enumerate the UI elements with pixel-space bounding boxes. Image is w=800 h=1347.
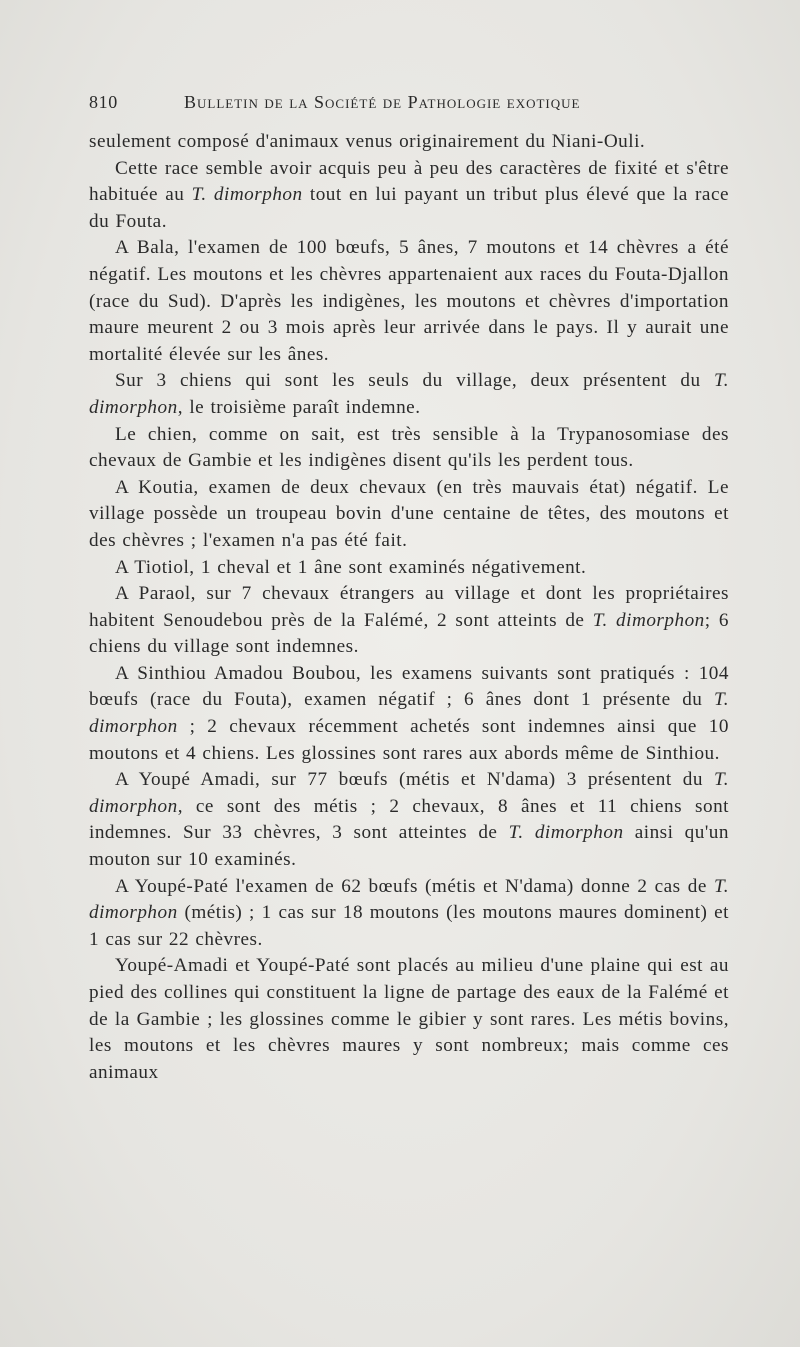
text-run: ; 2 chevaux récemment achetés sont indemnes ainsi que 10 moutons et 4 chiens. Les glossines sont rares aux abords même de Sinthiou.	[89, 716, 729, 764]
paragraph	[89, 422, 729, 475]
paragraph	[89, 767, 729, 873]
text-run: Le chien, comme on sait, est très sensible à la Trypanosomiase des chevaux de Gambie et les indigènes disent qu'ils les perdent tous.	[89, 423, 729, 472]
body-text	[89, 129, 729, 1086]
text-run: Cette race semble avoir acquis peu à peu des caractères de fixité et s'être habituée au	[89, 157, 729, 206]
text-run: ; 6 chiens du village sont indemnes.	[89, 609, 729, 658]
text-run: seulement composé d'animaux venus originairement du Niani-Ouli.	[89, 131, 646, 152]
paragraph	[89, 581, 729, 661]
paragraph	[89, 953, 729, 1086]
text-run: A Youpé-Paté l'examen de 62 bœufs (métis et N'dama) donne 2 cas de	[115, 875, 714, 897]
italic-term: T. dimorphon	[592, 609, 705, 631]
paragraph	[89, 235, 729, 368]
text-run: , ce sont des métis ; 2 chevaux, 8 ânes et 11 chiens sont indemnes. Sur 33 chèvres, 3 sont atteintes de	[89, 795, 729, 844]
italic-term: T. dimorphon	[508, 822, 624, 844]
running-title: Bulletin de la Société de Pathologie exotique	[184, 92, 581, 112]
text-run: , le troisième paraît indemne.	[177, 396, 421, 418]
text-run: A Tiotiol, 1 cheval et 1 âne sont examinés négativement.	[115, 556, 587, 578]
italic-term: T. dimorphon	[191, 184, 303, 206]
paragraph	[89, 129, 729, 156]
italic-term: T. dimorphon	[89, 875, 729, 924]
text-run: (métis) ; 1 cas sur 18 moutons (les moutons maures dominent) et 1 cas sur 22 chèvres.	[89, 902, 729, 950]
paragraph	[89, 368, 729, 421]
text-run: A Youpé Amadi, sur 77 bœufs (métis et N'dama) 3 présentent du	[115, 769, 714, 791]
text-run: Youpé-Amadi et Youpé-Paté sont placés au milieu d'une plaine qui est au pied des collines qui constituent la ligne de partage des eaux de la Falémé et de la Gambie ; les glossines comme le gibier y sont rares. Les métis bovins, les moutons et les chèvres maures y sont nombreux; mais comme ces animaux	[89, 955, 729, 1083]
paragraph	[89, 475, 729, 555]
page-number: 810	[89, 92, 118, 112]
paragraph	[89, 555, 729, 582]
text-run: Sur 3 chiens qui sont les seuls du village, deux présentent du	[115, 370, 714, 392]
text-run: A Paraol, sur 7 chevaux étrangers au village et dont les propriétaires habitent Senoudebou près de la Falémé, 2 sont atteints de	[89, 583, 729, 631]
italic-term: T. dimorphon	[89, 769, 729, 817]
italic-term: T. dimorphon	[89, 370, 729, 418]
text-run: ainsi qu'un mouton sur 10 examinés.	[89, 822, 729, 871]
page-header	[89, 92, 729, 120]
text-run: A Bala, l'examen de 100 bœufs, 5 ânes, 7 moutons et 14 chèvres a été négatif. Les moutons et les chèvres appartenaient aux races du Fouta-Djallon (race du Sud). D'après les indigènes, les moutons et chèvres d'importation maure meurent 2 ou 3 mois après leur arrivée dans le pays. Il y aurait une mortalité élevée sur les ânes.	[89, 237, 729, 365]
text-run: A Sinthiou Amadou Boubou, les examens suivants sont pratiqués : 104 bœufs (race du Fouta), examen négatif ; 6 ânes dont 1 présente du	[89, 662, 729, 711]
paragraph	[89, 874, 729, 954]
text-run: A Koutia, examen de deux chevaux (en très mauvais état) négatif. Le village possède un troupeau bovin d'une centaine de têtes, des moutons et des chèvres ; l'examen n'a pas été fait.	[89, 476, 729, 551]
italic-term: T. dimorphon	[89, 689, 729, 738]
paragraph	[89, 661, 729, 767]
paragraph	[89, 156, 729, 236]
text-run: tout en lui payant un tribut plus élevé que la race du Fouta.	[89, 184, 729, 232]
